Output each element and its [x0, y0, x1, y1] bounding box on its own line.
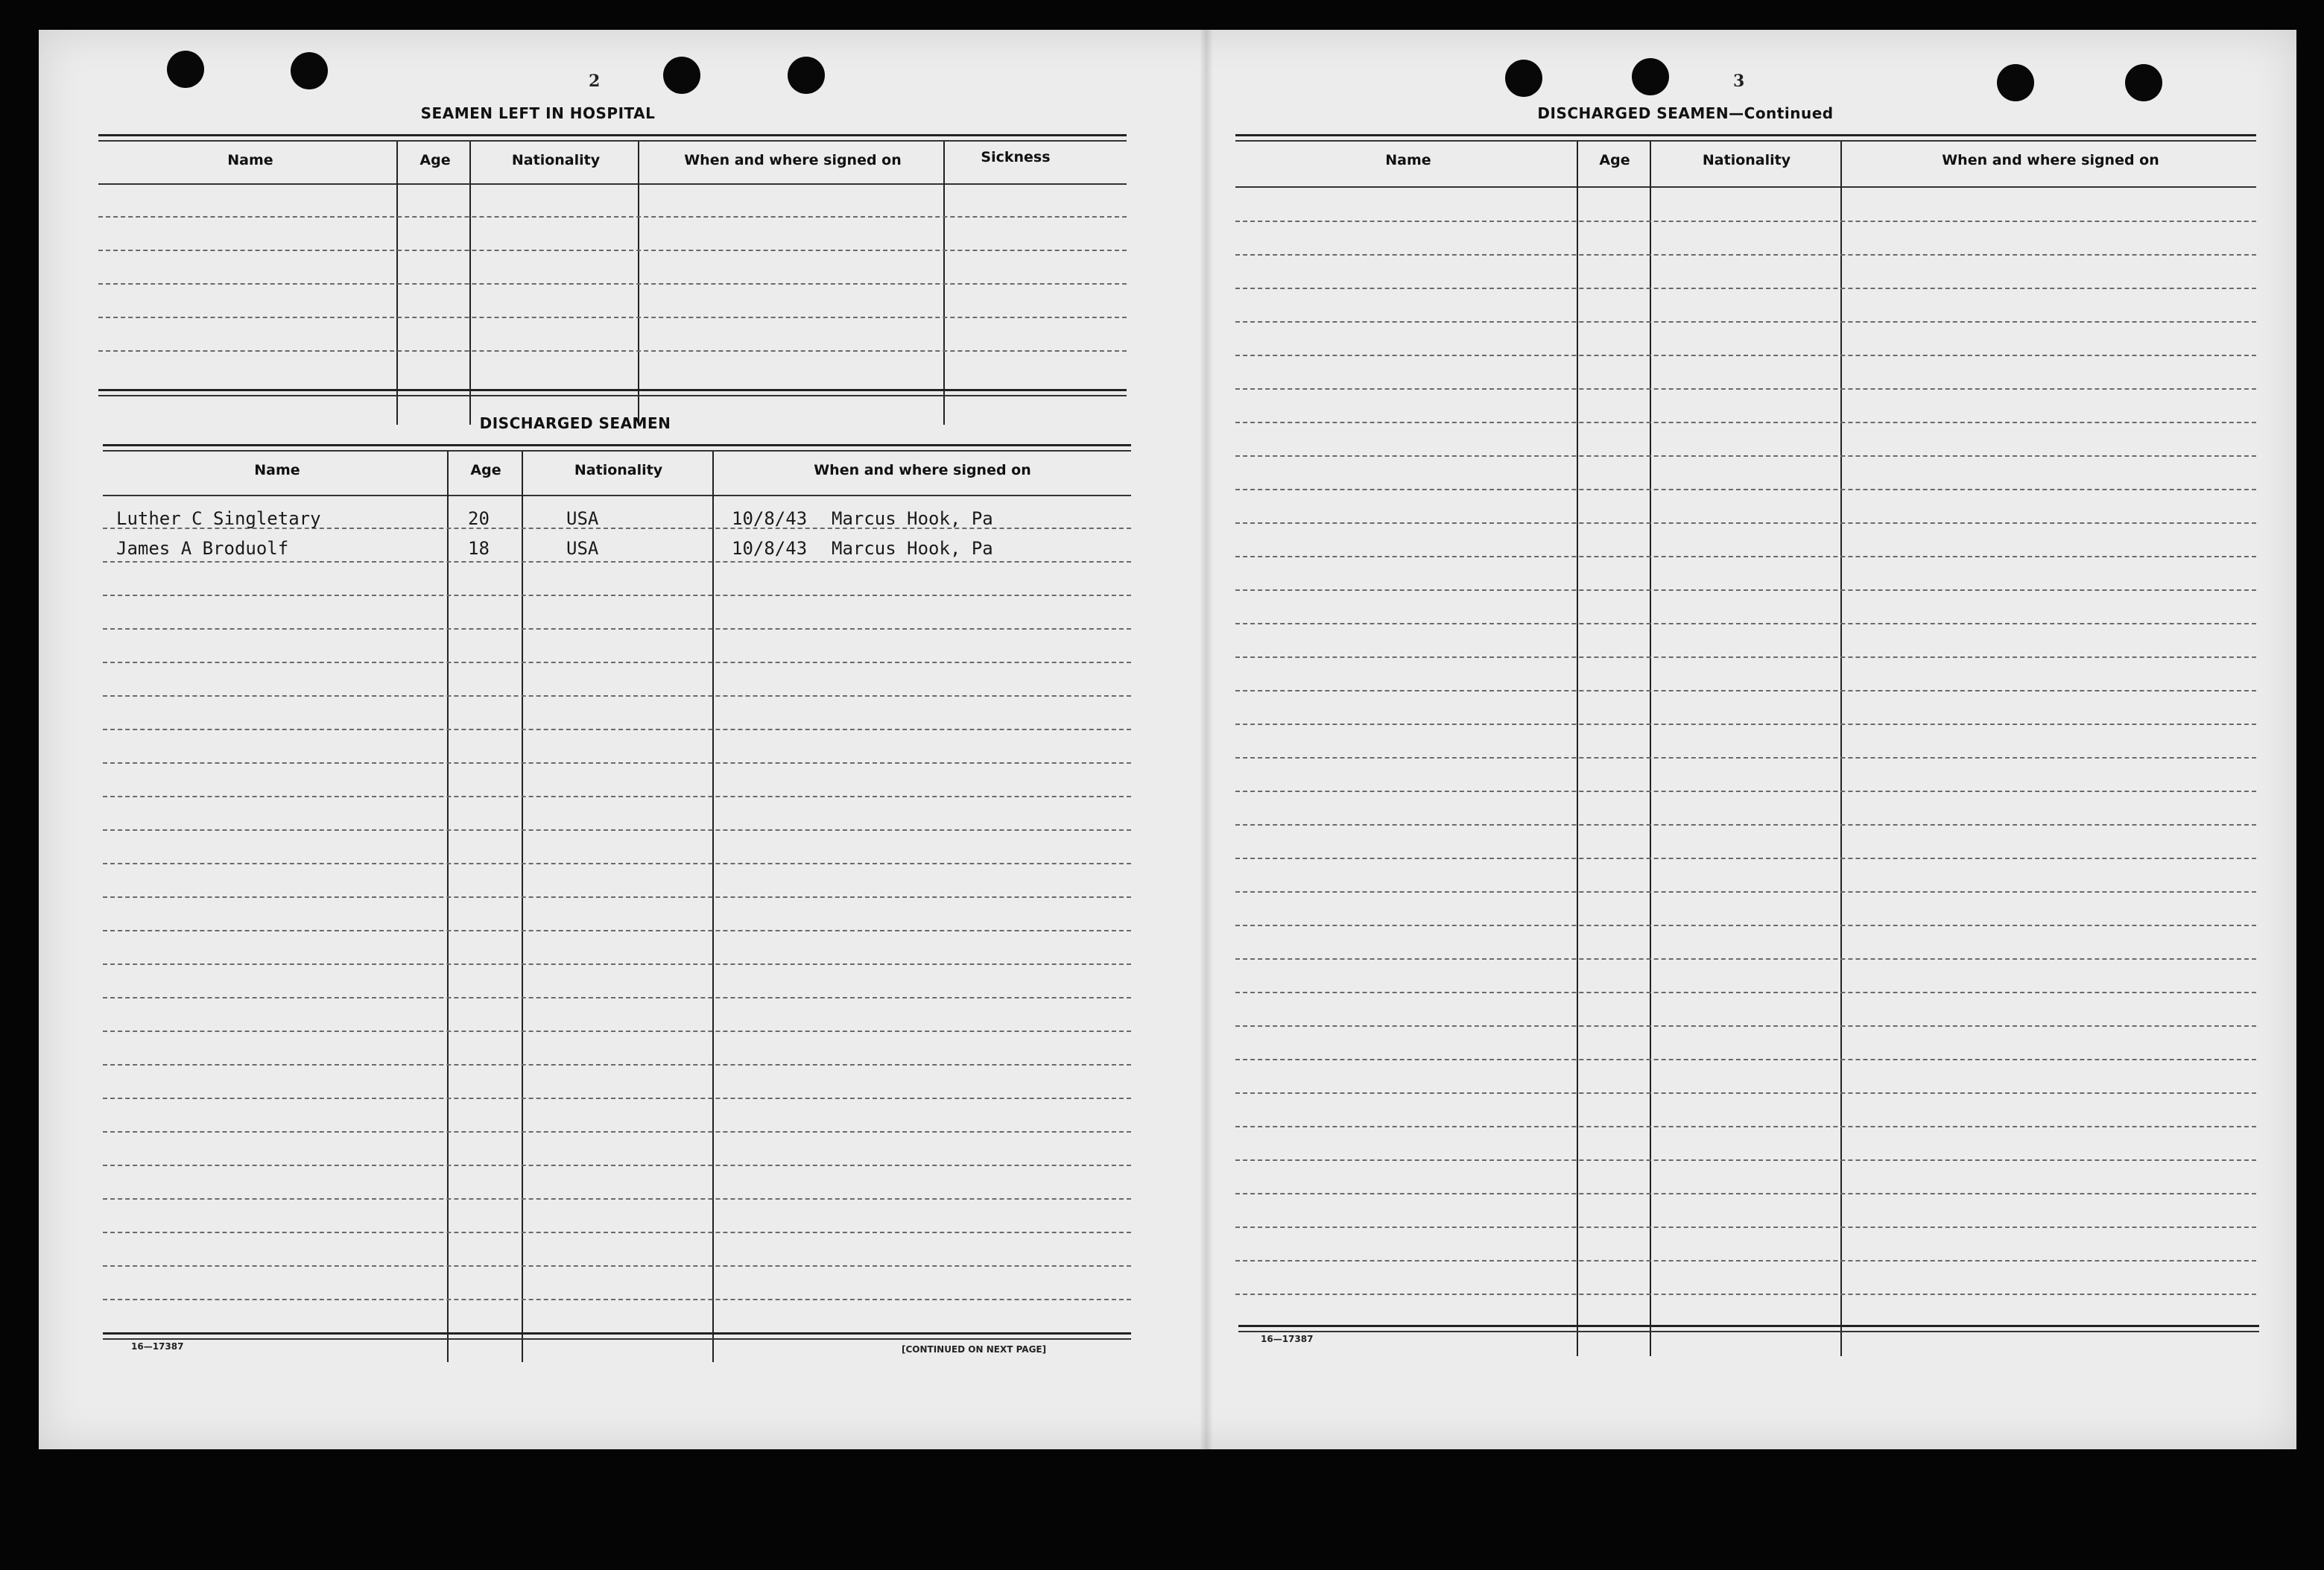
- ruled-line: [98, 317, 1127, 318]
- ruled-line: [1235, 791, 2256, 792]
- ruled-line: [103, 1064, 1131, 1066]
- ruled-line: [103, 561, 1131, 563]
- ruled-line: [103, 1198, 1131, 1200]
- ruled-line: [103, 963, 1131, 965]
- ruled-line: [103, 729, 1131, 730]
- signed-on-place: Marcus Hook, Pa: [832, 538, 993, 559]
- ruled-line: [103, 1131, 1131, 1133]
- hospital-col-name: Name: [227, 152, 273, 168]
- ruled-line: [1235, 891, 2256, 893]
- seaman-name: Luther C Singletary: [116, 508, 321, 529]
- hospital-section-title: SEAMEN LEFT IN HOSPITAL: [420, 104, 656, 122]
- bleed-through-text: [1238, 864, 2267, 1386]
- continued-col-signed-on: When and where signed on: [1942, 152, 2159, 168]
- continued-col-nationality: Nationality: [1702, 152, 1791, 168]
- form-number-right: 16—17387: [1261, 1334, 1314, 1344]
- ruled-line: [98, 283, 1127, 285]
- ruled-line: [103, 1031, 1131, 1032]
- ruled-line: [1235, 858, 2256, 859]
- hospital-col-age: Age: [419, 152, 451, 168]
- ruled-line: [1235, 288, 2256, 289]
- ruled-line: [1235, 321, 2256, 323]
- ruled-line: [103, 1098, 1131, 1099]
- ruled-line: [103, 695, 1131, 697]
- ruled-line: [103, 1165, 1131, 1166]
- ruled-line: [103, 595, 1131, 596]
- ruled-line: [1235, 1260, 2256, 1262]
- discharged-continued-title: DISCHARGED SEAMEN—Continued: [1537, 104, 1834, 122]
- ruled-line: [1235, 992, 2256, 993]
- ruled-line: [103, 762, 1131, 764]
- discharged-col-signed-on: When and where signed on: [814, 462, 1031, 478]
- page-number-left: 2: [589, 72, 601, 91]
- ruled-line: [1235, 623, 2256, 624]
- signed-on-place: Marcus Hook, Pa: [832, 508, 993, 529]
- punch-hole: [788, 57, 825, 94]
- hospital-col-signed-on: When and where signed on: [684, 152, 902, 168]
- ruled-line: [1235, 690, 2256, 691]
- ruled-line: [1235, 656, 2256, 658]
- ruled-line: [1235, 388, 2256, 390]
- page-number-right: 3: [1733, 72, 1745, 91]
- continued-col-name: Name: [1385, 152, 1431, 168]
- seaman-age: 20: [468, 508, 490, 529]
- page-fold: [1200, 30, 1213, 1449]
- discharged-col-name: Name: [254, 462, 300, 478]
- continued-note: [CONTINUED ON NEXT PAGE]: [902, 1344, 1047, 1355]
- ruled-line: [1235, 355, 2256, 356]
- ruled-line: [1235, 254, 2256, 256]
- discharged-section-title: DISCHARGED SEAMEN: [479, 414, 671, 432]
- ruled-line: [1235, 724, 2256, 725]
- ruled-line: [103, 1232, 1131, 1233]
- signed-on-date: 10/8/43: [732, 538, 808, 559]
- ruled-line: [1235, 1294, 2256, 1295]
- punch-hole: [1997, 64, 2034, 101]
- seaman-nationality: USA: [566, 538, 599, 559]
- discharged-col-age: Age: [470, 462, 501, 478]
- punch-hole: [663, 57, 700, 94]
- hospital-top-rule: [98, 134, 1127, 136]
- seaman-nationality: USA: [566, 508, 599, 529]
- ruled-line: [103, 829, 1131, 831]
- ruled-line: [1235, 1025, 2256, 1027]
- ruled-line: [103, 863, 1131, 864]
- ruled-line: [103, 896, 1131, 898]
- ruled-line: [98, 216, 1127, 218]
- ruled-line: [103, 662, 1131, 663]
- continued-col-age: Age: [1599, 152, 1630, 168]
- ruled-line: [1235, 1126, 2256, 1127]
- ruled-line: [98, 350, 1127, 352]
- ruled-line: [1235, 1226, 2256, 1228]
- ruled-line: [103, 796, 1131, 797]
- ruled-line: [103, 628, 1131, 630]
- ruled-line: [1235, 1059, 2256, 1060]
- punch-hole: [1505, 60, 1542, 97]
- signed-on-date: 10/8/43: [732, 508, 808, 529]
- ruled-line: [1235, 422, 2256, 423]
- punch-hole: [167, 51, 204, 88]
- ruled-line: [1235, 556, 2256, 557]
- ruled-line: [1235, 958, 2256, 960]
- punch-hole: [291, 52, 328, 89]
- seaman-name: James A Broduolf: [116, 538, 289, 559]
- ruled-line: [1235, 455, 2256, 457]
- hospital-col-sickness: Sickness: [981, 149, 1051, 165]
- ruled-line: [98, 250, 1127, 251]
- form-number-left: 16—17387: [131, 1341, 184, 1352]
- document-sheet: [39, 30, 2296, 1449]
- ruled-line: [1235, 824, 2256, 826]
- ruled-line: [1235, 589, 2256, 591]
- punch-hole: [2125, 64, 2162, 101]
- ruled-line: [103, 930, 1131, 931]
- seaman-age: 18: [468, 538, 490, 559]
- punch-hole: [1632, 58, 1669, 95]
- ruled-line: [1235, 757, 2256, 759]
- ruled-line: [103, 1265, 1131, 1267]
- discharged-col-nationality: Nationality: [574, 462, 663, 478]
- ruled-line: [1235, 221, 2256, 222]
- ruled-line: [1235, 1159, 2256, 1161]
- ruled-line: [1235, 489, 2256, 490]
- ruled-line: [1235, 522, 2256, 524]
- ruled-line: [103, 997, 1131, 998]
- ruled-line: [103, 1299, 1131, 1300]
- hospital-col-nationality: Nationality: [511, 152, 601, 168]
- ruled-line: [1235, 1193, 2256, 1194]
- ruled-line: [1235, 925, 2256, 926]
- ruled-line: [1235, 1092, 2256, 1094]
